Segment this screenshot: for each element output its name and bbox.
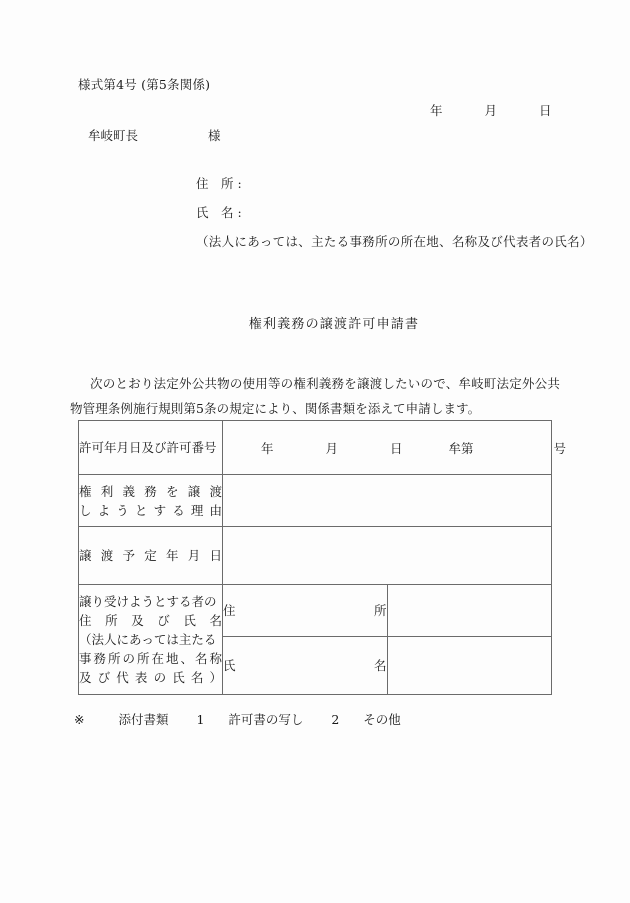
form-number: 様式第4号 (第5条関係): [78, 77, 211, 92]
permit-info-value-line: [223, 439, 566, 457]
footer-item2-number: 2: [331, 712, 340, 727]
application-table: [78, 420, 566, 695]
table-row-transfer-reason: [79, 475, 552, 527]
footer-item1-number: 1: [196, 712, 205, 727]
table-row-transfer-date: [79, 527, 552, 585]
transferee-label-line1: 譲り受けようとする者の: [79, 594, 217, 609]
transferee-address-sublabel: 住所: [223, 585, 388, 637]
transferee-name-sublabel: 氏名: [223, 637, 388, 695]
transferee-label-line3: （法人にあっては主たる: [79, 632, 217, 647]
header-date-month: 月: [484, 103, 497, 118]
addressee-honorific: 様: [207, 128, 221, 143]
transfer-date-value[interactable]: [223, 527, 552, 585]
transfer-reason-label-line1: 権利義務を譲渡: [79, 483, 222, 499]
applicant-block: [196, 174, 593, 250]
permit-month: 月: [325, 440, 338, 456]
transferee-label: [79, 585, 223, 695]
applicant-name-line: [196, 203, 593, 221]
permit-info-label-text: 許可年月日及び許可番号: [79, 440, 217, 455]
applicant-name-label: 氏 名 :: [196, 205, 242, 220]
header-date-year: 年: [430, 103, 443, 118]
applicant-corporate-note: （法人にあっては、主たる事務所の所在地、名称及び代表者の氏名）: [196, 234, 593, 249]
addressee-office: 牟岐町長: [88, 128, 139, 143]
transfer-date-label-text: 譲渡予定年月日: [79, 548, 222, 563]
footer-item2-text: その他: [363, 712, 401, 727]
header-date-line: [430, 101, 551, 119]
transfer-date-label: [79, 527, 223, 585]
transferee-label-line2: 住所及び氏名: [79, 613, 222, 628]
footer-note-label: 添付書類: [118, 712, 169, 727]
footer-item1-text: 許可書の写し: [228, 712, 304, 727]
transferee-name-value[interactable]: [387, 637, 552, 695]
permit-year: 年: [261, 440, 274, 456]
permit-info-label: [79, 421, 223, 475]
table-row-transferee-address: [79, 585, 552, 637]
table-row-permit-info: [79, 421, 552, 475]
applicant-address-label: 住 所 :: [196, 176, 242, 191]
permit-info-value[interactable]: [223, 421, 566, 475]
permit-day: 日: [389, 440, 403, 456]
transfer-reason-label-line2: しようとする理由: [79, 502, 222, 518]
footer-note-mark: ※: [74, 712, 85, 727]
addressee: [88, 126, 221, 144]
page-title: 権利義務の譲渡許可申請書: [248, 317, 420, 332]
transferee-label-line4: 事務所の所在地、名称: [79, 651, 222, 666]
body-paragraph: 次のとおり法定外公共物の使用等の権利義務を譲渡したいので、牟岐町法定外公共物管理条例施行規則第5条の規定により、関係書類を添えて申請します。: [70, 376, 560, 416]
applicant-address-line: [196, 174, 593, 192]
permit-number-prefix: 牟第: [448, 440, 474, 456]
permit-number-suffix: 号: [553, 440, 566, 456]
transfer-reason-label: [79, 475, 223, 527]
footer-note: [74, 710, 401, 728]
header-date-day: 日: [538, 103, 552, 118]
transferee-label-line5: 及び代表の氏名）: [79, 670, 222, 685]
transfer-reason-value[interactable]: [223, 475, 552, 527]
transferee-address-value[interactable]: [387, 585, 552, 637]
